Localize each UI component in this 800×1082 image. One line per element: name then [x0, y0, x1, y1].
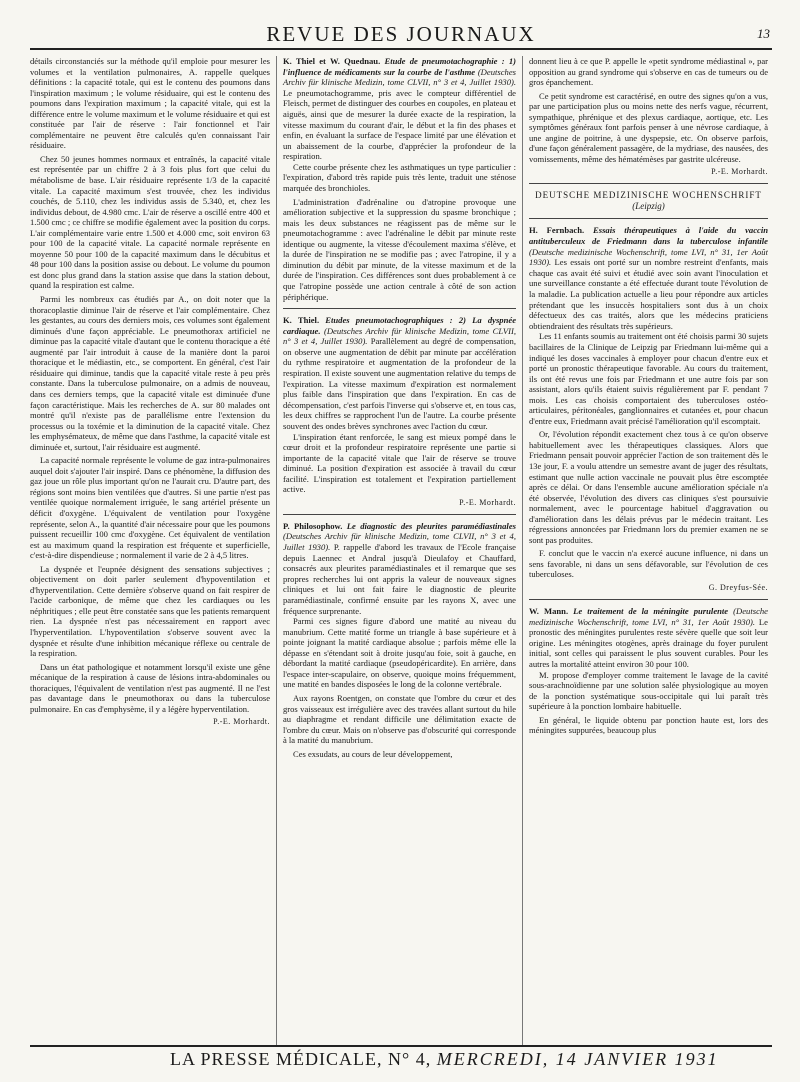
column-2: [276, 56, 522, 1046]
article-divider: [283, 308, 516, 309]
paragraph: P. rappelle d'abord les travaux de l'Ecole française depuis Laennec et Andral jusqu'à Dieulafoy et Chauffard, consacrés aux pleurites paramédiastinales et il remarque que ses propres recherches lui ont appris la valeur de nouveaux signes cliniques et lui ont fait faire le diagnostic de pleurite paramédiastinale, confirmé ensuite par les rayons X, avec une fréquence surprenante.: [283, 542, 516, 616]
column-1: [30, 56, 276, 1046]
footer-line: [30, 1049, 772, 1070]
paragraph: détails circonstanciés sur la méthode qu'il emploie pour mesurer les volumes et la ventilation pulmonaires, A. rappelle quelques définitions : la capacité totale, qui est le contenu des poumons dans l'inspiration maximum ; le volume résiduaire, qui est le contenu des poumons dans l'expiration maximum ; la capacité vitale, qui est la différence entre le volume maximum et le volume résiduaire et qui est constituée par l'air de réserve : l'air fonctionnel et l'air complémentaire ne peuvent être calculés qu'en connaissant l'air résiduaire.: [30, 56, 270, 151]
running-header: [30, 22, 772, 50]
article-authors: H. Fernbach.: [529, 225, 585, 236]
paragraph: L'inspiration étant renforcée, le sang est mieux pompé dans le cœur droit et la profondeur respiratoire représente une partie si importante de la capacité vitale que l'air de réserve se trouve diminué. La position d'expiration est associée à travail du cœur facilité. L'inspiration est totalement et l'expiration partiellement active.: [283, 431, 516, 495]
page-title: REVUE DES JOURNAUX: [266, 22, 536, 46]
article-title: Etudes pneumotachographiques : 2) La dyspnée cardiaque.: [283, 315, 517, 336]
article-divider: [529, 218, 768, 219]
paragraph: Chez 50 jeunes hommes normaux et entraînés, la capacité vitale est représentée par un chiffre 2 à 3 fois plus fort que celui du métabolisme de base. L'air résiduaire représente 1/3 de la capacité vitale. La capacité maximum s'est trouvée, chez les individus couchés, de 5.110, chez les individus assis de 5.340, et, chez les individus debout, de 4.980 cmc. L'air de réserve a oscillé entre 400 et 1.500 cmc ; ce chiffre se modifie également avec la position du corps. L'air complémentaire varie entre 1.500 et 4.000 cmc, soit environ 63 pour 100 de la capacité vitale. La capacité normale représente en moyenne 50 pour 100 de la capacité maximum dans le décubitus et 48 pour 100 dans la position assise ou debout. Le volume du poumon est donc plus grand dans la station assise que dans la station debout, quand la respiration est calme.: [30, 153, 270, 291]
footer-journal: LA PRESSE MÉDICALE,: [170, 1049, 383, 1069]
paragraph: Parmi les nombreux cas étudiés par A., on doit noter que la thoracoplastie diminue l'air de réserve et l'air complémentaire. Chez les gestantes, au cours des derniers mois, ces volumes sont également diminués d'une façon appréciable. Le pneumothorax artificiel ne diminue pas la capacité vitale d'autant que le contenu thoracique a été augmenté par l'air introduit à cause de la manière dont la paroi thoracique et le médiastin, etc., se comportent. En général, c'est l'air résiduaire qui diminue, tandis que la capacité vitale reste à peu près constante. Dans la tuberculose pulmonaire, on a admis de nouveau, dans ces derniers temps, que la capacité vitale est diminuée d'une façon caractéristique. Mais les recherches de A. sur 80 malades ont montré qu'il n'existe pas de parallélisme entre l'extension du processus ou la toxémie et la diminution de la capacité vitale. Chez les emphysémateux, de même que dans l'asthme, la capacité vitale est diminuée et, surtout, l'air résiduaire est augmenté.: [30, 294, 270, 452]
text-columns: [30, 56, 772, 1046]
paragraph: Aux rayons Roentgen, on constate que l'ombre du cœur et des gros vaisseaux est irrégulière avec des travées allant surtout du hile au diaphragme et rendant difficile une délimitation exacte de l'ombre du cœur. Mais on n'observe pas d'obscurité qui corresponde à la matité du manubrium.: [283, 693, 516, 746]
paragraph: Dans un état pathologique et notamment lorsqu'il existe une gêne mécanique de la respiration à cause de lésions intra-abdominales ou thoraciques, l'équivalent de ventilation n'est pas augmenté. Il ne l'est pas davantage dans le pneumothorax ou dans la tuberculose pulmonaire. En cas d'emphysème, il y a légère hyperventilation.: [30, 661, 270, 714]
journal-name: DEUTSCHE MEDIZINISCHE WOCHENSCHRIFT: [535, 190, 762, 201]
article-title: Le diagnostic des pleurites paramédiastinales: [346, 520, 516, 531]
article-title: Le traitement de la méningite purulente: [573, 605, 729, 616]
article-heading: [283, 521, 516, 616]
paragraph: La dyspnée et l'eupnée désignent des sensations subjectives ; objectivement on doit parler seulement d'hypoventilation et d'hyperventilation. Cette dernière s'observe quand on fait respirer de l'acide carbonique, de même que chez les cardiaques ou les néphritiques ; elle peut être constatée sans que les patients remarquent rien. La dyspnée n'est pas nécessairement en rapport avec l'hyperventilation. L'hypoventilation s'observe souvent avec la dyspnée et résulte d'une inhibition mécanique réflexe ou centrale de la respiration.: [30, 563, 270, 659]
paragraph: Le pronostic des méningites purulentes reste sévère quelle que soit leur origine. Les méningites otogènes, après drainage du foyer purulent initial, sont celles qui paraissent le plus souvent curables. Pour les autres la mortalité atteint environ 30 pour 100.: [529, 616, 768, 669]
paragraph: La capacité normale représente le volume de gaz intra-pulmonaires auquel doit s'ajouter l'air inspiré. Dans ce phénomène, la diffusion des gaz joue un rôle plus important qu'on ne l'aurait cru. D'autre part, des régions sont moins bien ventilées que d'autres. Si une partie n'est pas ventilée quoique normalement irriguée, le sang artériel présente un déficit d'oxygène. L'équivalent de ventilation pour l'oxygène représente, selon A., la quantité d'air nécessaire pour que les poumons puissent recueillir 100 cmc d'oxygène. Cet équivalent de ventilation est au maximum quand la respiration est fréquente et superficielle, c'est-à-dire dispendieuse ; normalement il varie de 2 à 4,5 litres.: [30, 455, 270, 561]
article-divider: [283, 514, 516, 515]
article-source: (Deutsches Archiv für klinische Medizin, tome CLVII, n° 3 et 4, Juillet 1930).: [283, 66, 516, 88]
article-heading: [283, 315, 516, 432]
paragraph: Parmi ces signes figure d'abord une matité au niveau du manubrium. Cette matité forme un triangle à base supérieure et à pointe joignant la matité cardiaque absolue ; parfois même elle la dépasse en s'étendant soit à droite jusqu'au foie, soit à gauche, en débordant la matité cardiaque (pseudopéricardite). En arrière, dans l'espace inter-scapulaire, on observe, quoique moins fréquemment, une matité en bandes disposées le long de la colonne vertébrale.: [283, 616, 516, 690]
article-heading: [283, 56, 516, 162]
paragraph: donnent lieu à ce que P. appelle le «petit syndrome médiastinal », par opposition au grand syndrome qui s'observe en cas de tumeurs ou de gros épanchement.: [529, 56, 768, 88]
article-divider: [529, 183, 768, 184]
paragraph: Parallèlement au degré de compensation, on observe une augmentation de débit par minute par accélération du rythme respiratoire et augmentation de la profondeur de la respiration. Il existe souvent une augmentation relative du temps de l'expiration. La vitesse maximum d'expiration est normalement plus faible dans l'inspiration que dans l'expiration. En cas de décompensation, c'est parfois l'inverse qui s'observe et, en tous cas, les deux chiffres se rapprochent l'un de l'autre. La courbe présente souvent des ondes brèves synchrones avec l'action du cœur.: [283, 336, 516, 431]
article-authors: K. Thiel.: [283, 315, 320, 326]
article-heading: [529, 606, 768, 670]
article-authors: W. Mann.: [529, 605, 569, 616]
paragraph: M. propose d'employer comme traitement le lavage de la cavité sous-arachnoïdienne par une solution salée physiologique au moyen de la ponction systématique sous-occipitale qui lui paraît très supérieure à la ponction lombaire habituelle.: [529, 669, 768, 712]
paragraph: Or, l'évolution répondit exactement chez tous à ce qu'on observe habituellement avec les thérapeutiques classiques. Alors que Friedmann pensait pouvoir apprécier l'action de son traitement dès le 13e jour, F. a voulu attendre un semestre avant de juger des résultats, estimant que nulle action vaccinale ne pouvait plus être escomptée après ce délai. Or dans l'ensemble aucune amélioration spéciale n'a été observée, l'évolution des divers cas cliniques s'est poursuivie normalement, avec le pourcentage habituel d'aggravation ou d'amélioration dans les délais prévus par le médecin traitant. Les régressions annoncées par Friedmann lors du premier examen ne se sont pas produites.: [529, 429, 768, 545]
article-authors: K. Thiel et W. Quednau.: [283, 56, 381, 66]
article-source: (Deutsches Archiv für klinische Medizin, tome CLVII, n° 3 et 4, Juillet 1930).: [283, 325, 516, 347]
column-3: [522, 56, 768, 1046]
paragraph: L'administration d'adrénaline ou d'atropine provoque une amélioration subjective et la suppression du spasme bronchique ; mais les deux substances ne réagissent pas de même sur le pneumotachogramme : avec l'adrénaline le débit par minute reste identique ou augmente, la vitesse d'écoulement maxima s'élève, et la durée de l'inspiration ne se modifie pas ; avec l'atropine, il y a diminution du débit par minute, de la vitesse maximum et de la durée de l'inspiration. Ces différences sont dues probablement à ce que l'atropine possède une action centrale à côté de son action périphérique.: [283, 196, 516, 302]
article-heading: [529, 225, 768, 331]
article-authors: P. Philosophow.: [283, 520, 343, 531]
page-number: 13: [757, 26, 770, 41]
article-title: Etude de pneumotachographie : 1) l'influence de médicaments sur la courbe de l'asthme: [283, 56, 516, 77]
paragraph: Cette courbe présente chez les asthmatiques un type particulier : l'expiration, d'abord très rapide puis très lente, traduit une sténose marquée des bronchioles.: [283, 161, 516, 194]
signature: P.-E. Morhardt.: [711, 167, 768, 177]
paragraph: Ces exsudats, au cours de leur développement,: [293, 748, 453, 759]
article-divider: [529, 599, 768, 600]
paragraph: Ce petit syndrome est caractérisé, en outre des signes qu'on a vus, par une participation plus ou moins nette des nerfs vague, récurrent, sympathique, phrénique et des plexus cardiaque, aortique, etc. Les symptômes généraux font parfois penser à une névrose cardiaque, à une angine de poitrine, à une dyspepsie, etc. On observe parfois, d'une façon généralement passagère, de la mydriase, des nausées, des vomissements, même des hématémèses par gastrite ulcéreuse.: [529, 90, 768, 164]
signature: G. Dreyfus-Sée.: [708, 582, 768, 592]
footer-date: MERCREDI, 14 JANVIER 1931: [436, 1049, 719, 1069]
paragraph: En général, le liquide obtenu par ponction haute est, lors des méningites suppurées, beaucoup plus: [529, 714, 768, 736]
journal-section-heading: [529, 190, 768, 212]
journal-city: (Leipzig): [632, 201, 665, 212]
article-source: (Deutsches Archiv für klinische Medizin, tome CLVII, n° 3 et 4, Juillet 1930).: [283, 531, 516, 553]
paragraph: F. conclut que le vaccin n'a exercé aucune influence, ni dans un sens favorable, ni dans un sens défavorable, sur l'évolution de ces tuberculoses.: [529, 548, 768, 580]
signature: P.-E. Morhardt.: [213, 717, 270, 727]
article-title: Essais thérapeutiques à l'aide du vaccin antituberculeux de Friedmann dans la tuberculose infantile: [529, 225, 768, 247]
article-source: (Deutsche medizinische Wochenschrift, tome LVI, n° 31, 1er Août 1930).: [529, 605, 768, 627]
footer-issue: N° 4,: [388, 1049, 432, 1069]
article-source: (Deutsche medizinische Wochenschrift, tome LVI, n° 31, 1er Août 1930).: [529, 246, 768, 268]
page-footer: [30, 1045, 772, 1070]
paragraph: Le pneumotachogramme, pris avec le compteur différentiel de Fleisch, permet de distinguer des courbes en coupoles, en plateau et aiguës, ainsi que de mesurer la durée exacte de la respiration, la vitesse maximum du courant d'air, le début et la fin des phases et enfin, en évaluant la surface de l'espace limité par une élévation et un abaissement de la courbe, d'apprécier la profondeur de la respiration.: [283, 87, 516, 162]
paragraph: Les 11 enfants soumis au traitement ont été choisis parmi 30 sujets bacillaires de la Clinique de Leipzig par Friedmann lui-même qui a indiqué les doses vaccinales à employer pour chacun d'entre eux et porté un pronostic thérapeutique favorable. Au cours du traitement, ils ont été revus une fois par Friedmann et une autre fois par son assistant, alors qu'ils étaient suivis régulièrement par F. pendant 7 mois. Les cas choisis comportaient des tuberculoses ostéo-articulaires, péritonéales, ganglionnaires et cutanées et, pour chacun d'entre eux, Friedmann avait précisé l'amélioration qu'il escomptait.: [529, 331, 768, 426]
signature: P.-E. Morhardt.: [459, 497, 516, 507]
paragraph: Les essais ont porté sur un nombre restreint d'enfants, mais chaque cas avait été suivi et étudié avec soin avant l'inoculation et une surveillance constante a été effectuée durant toute l'évolution de la maladie. La publication actuelle a lieu pour répondre aux articles prétendant que les insuccès hospitaliers sont dus à un choix défectueux des cas traités, alors que les médecins praticiens obtiendraient des résultats très supérieurs.: [529, 257, 768, 331]
